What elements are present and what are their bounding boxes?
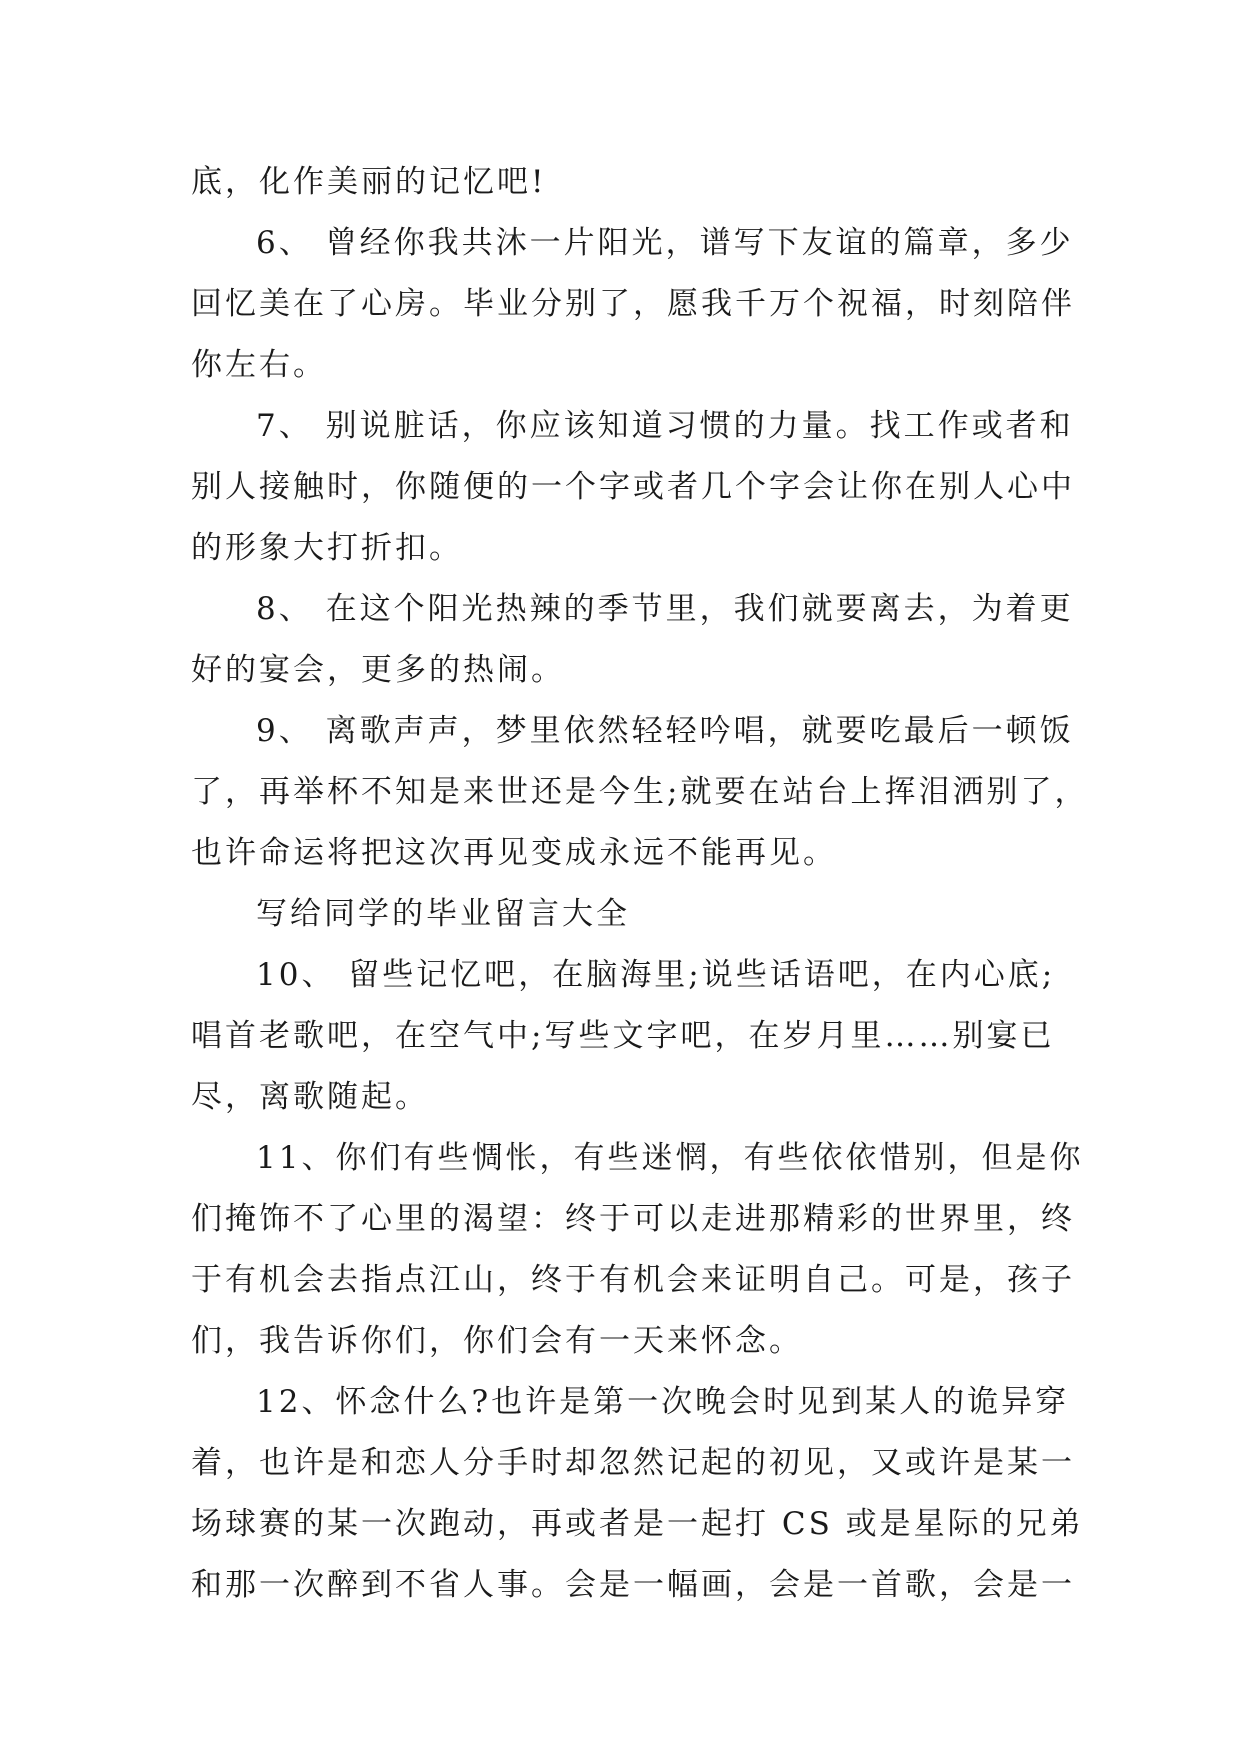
paragraph-12-line-4: 和那一次醉到不省人事。会是一幅画，会是一首歌，会是一 bbox=[191, 1567, 1075, 1603]
paragraph-10-line-3: 尽，离歌随起。 bbox=[191, 1079, 429, 1115]
paragraph-8-line-2: 好的宴会，更多的热闹。 bbox=[191, 652, 565, 688]
paragraph-10-line-2: 唱首老歌吧，在空气中;写些文字吧，在岁月里……别宴已 bbox=[191, 1018, 1055, 1054]
paragraph-11-line-1: 11、你们有些惆怅，有些迷惘，有些依依惜别，但是你 bbox=[256, 1140, 1084, 1176]
paragraph-10-line-1: 10、 留些记忆吧，在脑海里;说些话语吧，在内心底; bbox=[256, 957, 1056, 993]
paragraph-9-line-2: 了，再举杯不知是来世还是今生;就要在站台上挥泪洒别了， bbox=[191, 774, 1089, 810]
paragraph-8-line-1: 8、 在这个阳光热辣的季节里，我们就要离去，为着更 bbox=[256, 591, 1074, 627]
paragraph-12-line-1: 12、怀念什么?也许是第一次晚会时见到某人的诡异穿 bbox=[256, 1384, 1070, 1420]
paragraph-12-line-3: 场球赛的某一次跑动，再或者是一起打 CS 或是星际的兄弟 bbox=[191, 1506, 1084, 1542]
paragraph-6-line-1: 6、 曾经你我共沐一片阳光，谱写下友谊的篇章，多少 bbox=[256, 225, 1074, 261]
paragraph-7-line-1: 7、 别说脏话，你应该知道习惯的力量。找工作或者和 bbox=[256, 408, 1074, 444]
document-body bbox=[191, 152, 1089, 1616]
paragraph-7-line-3: 的形象大打折扣。 bbox=[191, 530, 463, 566]
paragraph-9-line-1: 9、 离歌声声，梦里依然轻轻吟唱，就要吃最后一顿饭 bbox=[256, 713, 1074, 749]
text-line: 底，化作美丽的记忆吧! bbox=[191, 164, 547, 200]
paragraph-11-line-2: 们掩饰不了心里的渴望：终于可以走进那精彩的世界里，终 bbox=[191, 1201, 1075, 1237]
paragraph-11-line-4: 们，我告诉你们，你们会有一天来怀念。 bbox=[191, 1323, 803, 1359]
paragraph-12-line-2: 着，也许是和恋人分手时却忽然记起的初见，又或许是某一 bbox=[191, 1445, 1075, 1481]
section-heading: 写给同学的毕业留言大全 bbox=[256, 896, 630, 932]
paragraph-7-line-2: 别人接触时，你随便的一个字或者几个字会让你在别人心中 bbox=[191, 469, 1075, 505]
paragraph-6-line-2: 回忆美在了心房。毕业分别了，愿我千万个祝福，时刻陪伴 bbox=[191, 286, 1075, 322]
paragraph-11-line-3: 于有机会去指点江山，终于有机会来证明自己。可是，孩子 bbox=[191, 1262, 1075, 1298]
paragraph-9-line-3: 也许命运将把这次再见变成永远不能再见。 bbox=[191, 835, 837, 871]
paragraph-6-line-3: 你左右。 bbox=[191, 347, 327, 383]
